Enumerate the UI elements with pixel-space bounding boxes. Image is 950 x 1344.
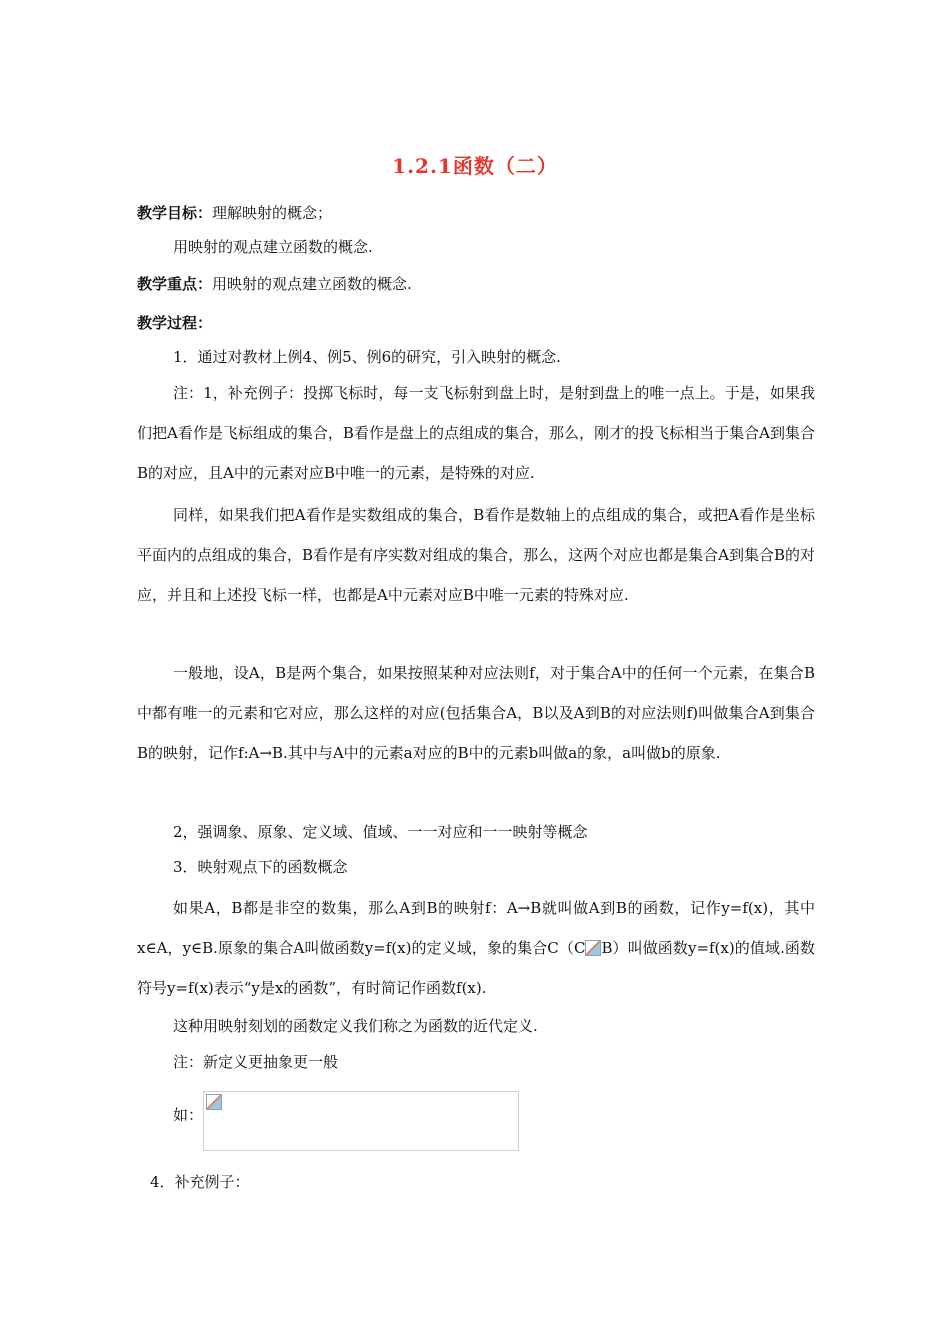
objectives-label: 教学目标：: [137, 204, 213, 222]
general-definition-paragraph: 一般地，设A，B是两个集合，如果按照某种对应法则f，对于集合A中的任何一个元素，在集合B中都有唯一的元素和它对应，那么这样的对应(包括集合A，B以及A到B的对应法则f)叫做集合A到集合B的映射，记作f:A→B.其中与A中的元素a对应的B中的元素b叫做a的象，a叫做b的原象.: [137, 664, 815, 762]
focus-row: [137, 274, 412, 294]
step4-text: 4．补充例子：: [150, 1173, 250, 1191]
step2-text: 2，强调象、原象、定义域、值域、一一对应和一一映射等概念: [173, 823, 588, 841]
function-definition-part1: 如果A，B都是非空的数集，那么A到B的映射f：A→B就叫做A到B的函数，记作y=f(x)，其中x∈A，y∈B.原象的集合A叫做函数y=f(x)的定义域，象的集合C（C: [137, 899, 815, 957]
modern-definition-text: 这种用映射刻划的函数定义我们称之为函数的近代定义.: [173, 1017, 538, 1035]
note1-paragraph: 注：1，补充例子：投掷飞标时，每一支飞标射到盘上时，是射到盘上的唯一点上。于是，如果我们把A看作是飞标组成的集合，B看作是盘上的点组成的集合，那么，刚才的投飞标相当于集合A到集合B的对应，且A中的元素对应B中唯一的元素，是特殊的对应.: [137, 384, 815, 482]
example-label: 如：: [173, 1106, 204, 1124]
step3-text: 3．映射观点下的函数概念: [173, 858, 348, 876]
similar-paragraph: 同样，如果我们把A看作是实数组成的集合，B看作是数轴上的点组成的集合，或把A看作是坐标平面内的点组成的集合，B看作是有序实数对组成的集合，那么，这两个对应也都是集合A到集合B的对应，并且和上述投飞标一样，也都是A中元素对应B中唯一元素的特殊对应.: [137, 506, 815, 604]
focus-label: 教学重点：: [137, 275, 213, 293]
note2-text: 注：新定义更抽象更一般: [173, 1053, 339, 1071]
broken-image-icon: [206, 1094, 222, 1110]
function-definition-paragraph: [137, 888, 815, 1008]
step1-text: 1．通过对教材上例4、例5、例6的研究，引入映射的概念.: [173, 348, 561, 366]
objectives-row: [137, 203, 332, 223]
process-label: 教学过程：: [137, 314, 213, 332]
focus-text: 用映射的观点建立函数的概念.: [212, 275, 412, 293]
example-image-frame: [203, 1091, 519, 1151]
objectives-line2: 用映射的观点建立函数的概念.: [173, 238, 373, 256]
page-title: 1.2.1函数（二）: [392, 154, 558, 178]
function-definition-part2: B）叫做函数y=f(x)的值域.函数符号y=f(x)表示“y是x的函数”，有时简记作函数f(x).: [137, 939, 816, 997]
subset-symbol-image-icon: [585, 940, 601, 956]
objectives-line1: 理解映射的概念；: [212, 204, 333, 222]
